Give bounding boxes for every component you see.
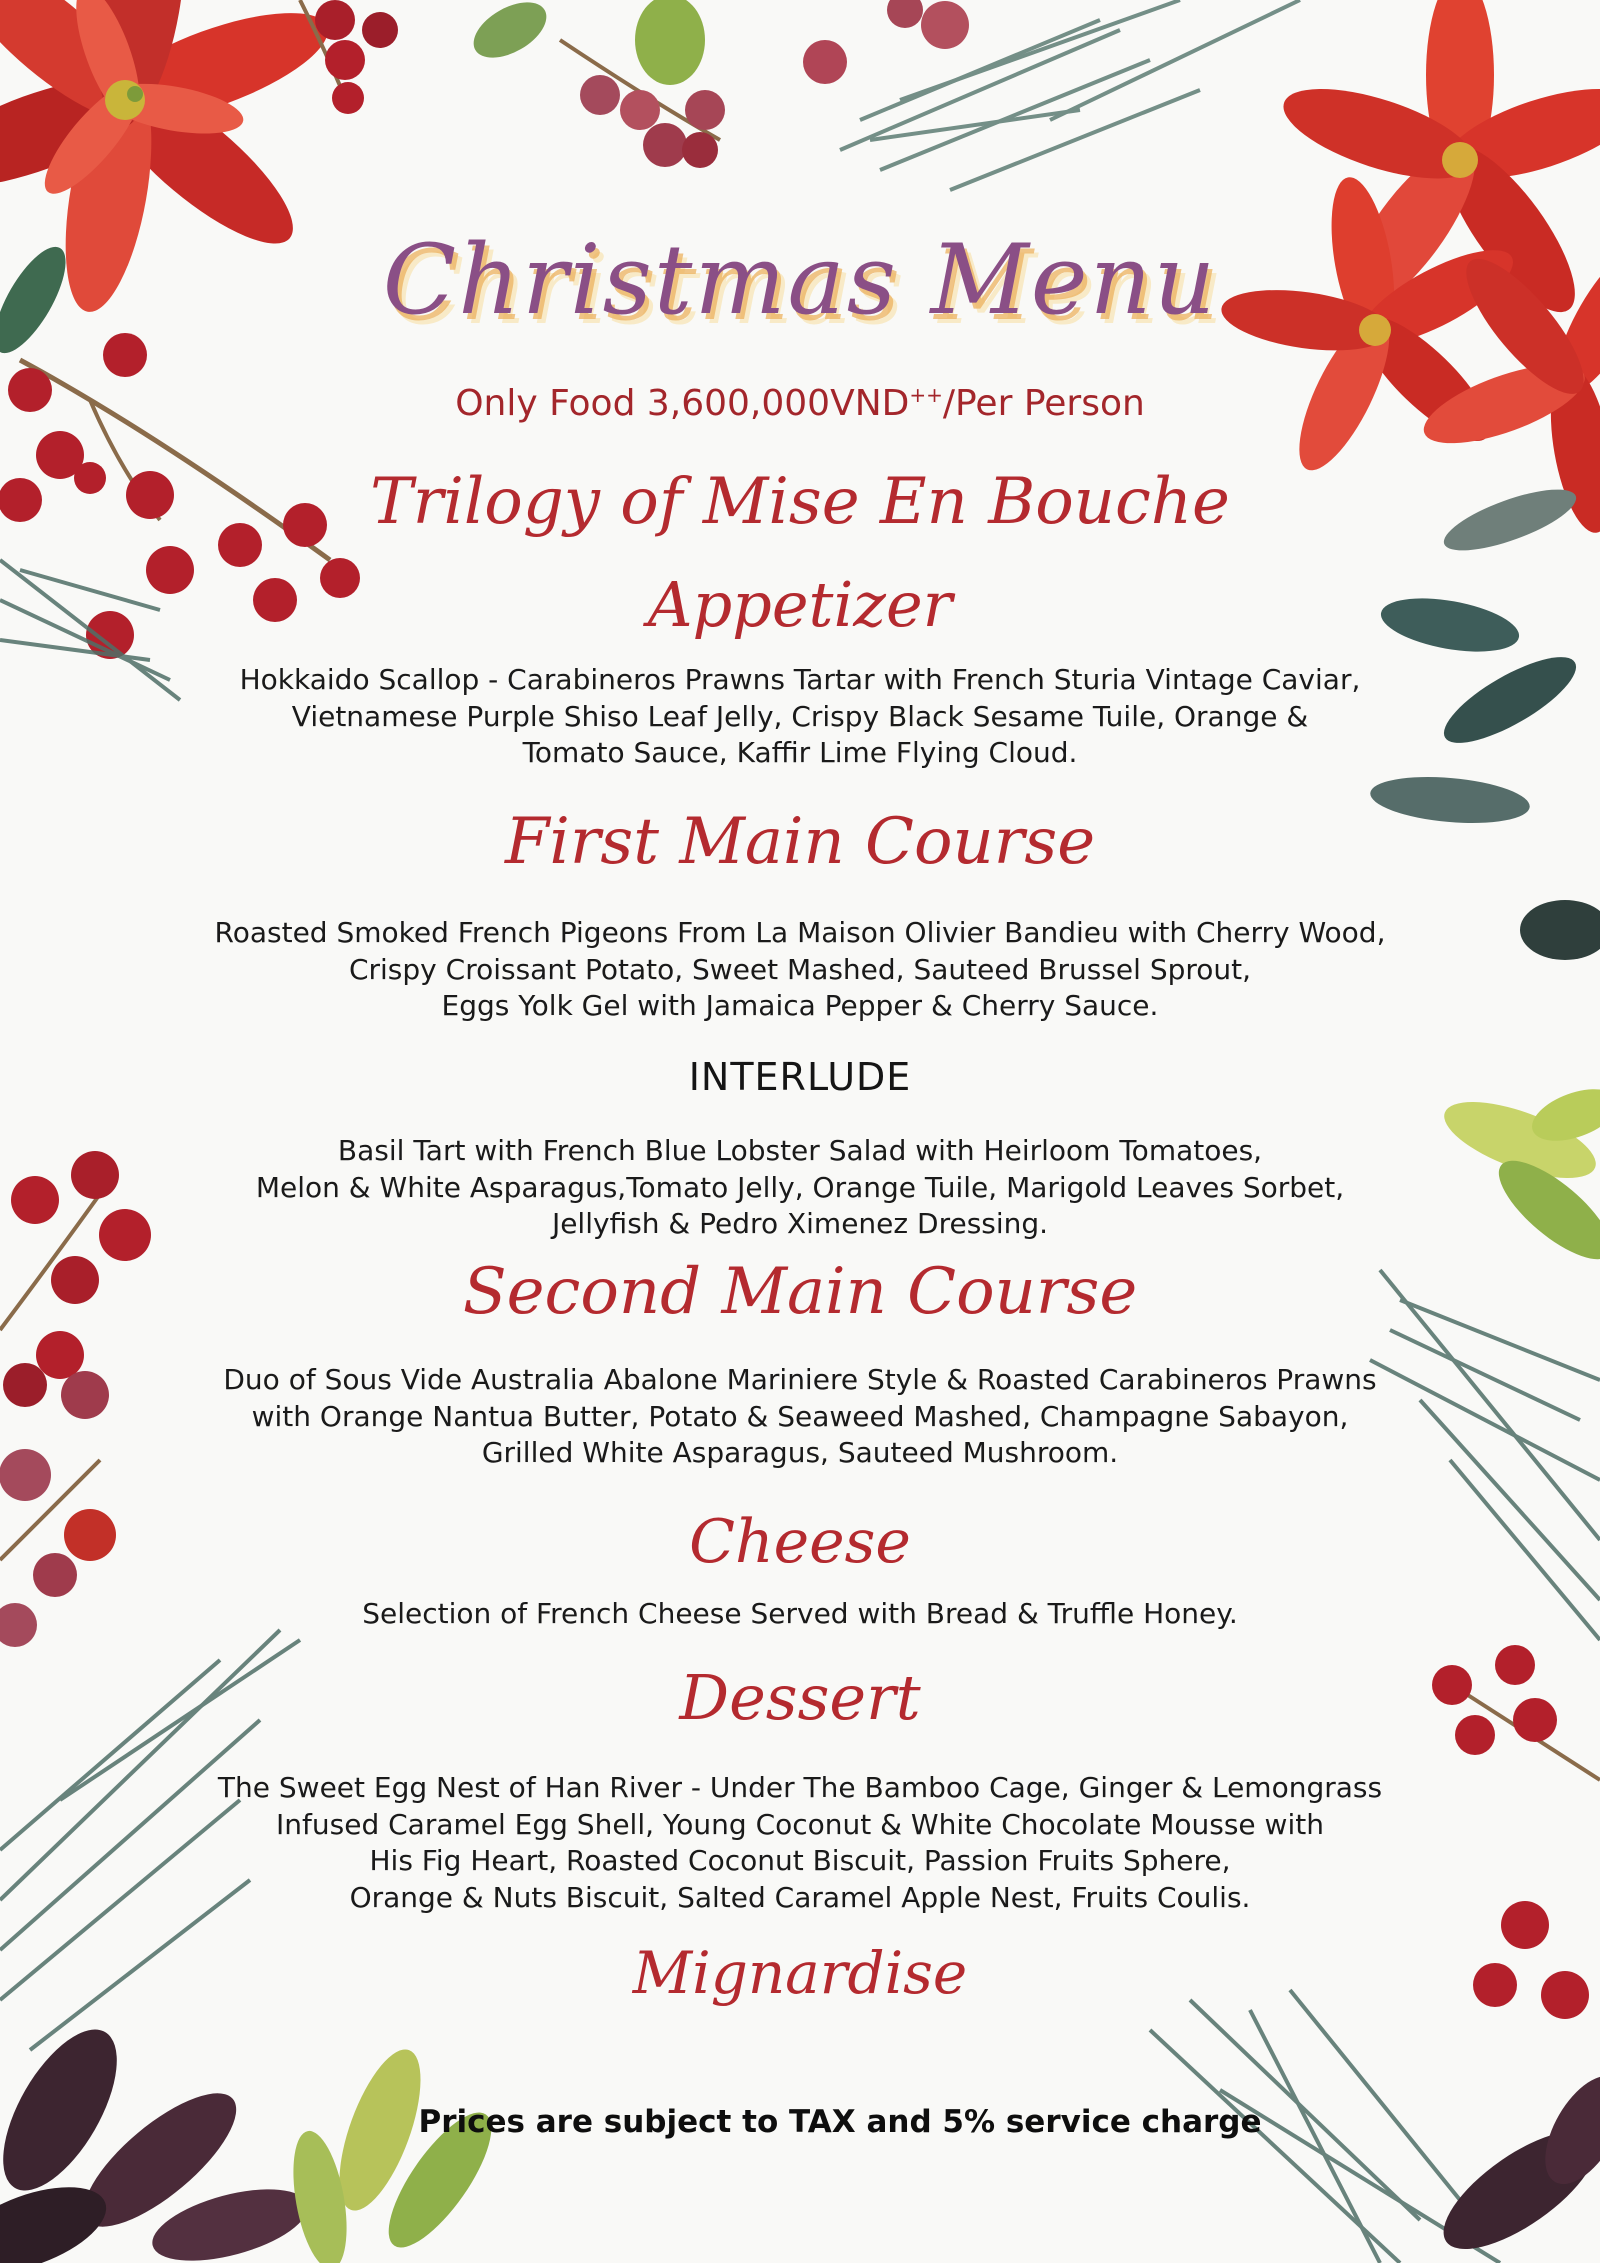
appetizer-line: Hokkaido Scallop - Carabineros Prawns Tartar with French Sturia Vintage Caviar, (239, 663, 1361, 696)
appetizer-description (200, 662, 1400, 772)
second-main-line: with Orange Nantua Butter, Potato & Seaweed Mashed, Champagne Sabayon, (251, 1399, 1349, 1433)
dessert-line: Infused Caramel Egg Shell, Young Coconut & White Chocolate Mousse with (276, 1807, 1324, 1841)
second-main-line: Duo of Sous Vide Australia Abalone Mariniere Style & Roasted Carabineros Prawns (223, 1363, 1377, 1396)
first-main-line: Crispy Croissant Potato, Sweet Mashed, Sauteed Brussel Sprout, (348, 952, 1252, 986)
interlude-description (200, 1133, 1400, 1243)
dessert-line: Orange & Nuts Biscuit, Salted Caramel Apple Nest, Fruits Coulis. (349, 1880, 1251, 1914)
first-main-course-heading: First Main Course (504, 805, 1096, 879)
appetizer-heading: Appetizer (647, 568, 953, 641)
first-main-line: Eggs Yolk Gel with Jamaica Pepper & Cherry Sauce. (441, 989, 1159, 1022)
second-main-line: Grilled White Asparagus, Sauteed Mushroom. (481, 1436, 1119, 1469)
appetizer-line: Vietnamese Purple Shiso Leaf Jelly, Crispy Black Sesame Tuile, Orange & (291, 699, 1309, 733)
menu-title: Christmas Menu (382, 224, 1218, 336)
price-text: Only Food 3,600,000VND (455, 383, 910, 424)
trilogy-heading: Trilogy of Mise En Bouche (370, 465, 1230, 539)
cheese-line: Selection of French Cheese Served with Bread & Truffle Honey. (362, 1597, 1238, 1630)
dessert-line: His Fig Heart, Roasted Coconut Biscuit, Passion Fruits Sphere, (369, 1844, 1231, 1877)
tax-footer-note: Prices are subject to TAX and 5% service charge (418, 2104, 1262, 2140)
price-suffix: /Per Person (942, 383, 1145, 424)
dessert-line: The Sweet Egg Nest of Han River - Under The Bamboo Cage, Ginger & Lemongrass (217, 1771, 1383, 1804)
interlude-line: Jellyfish & Pedro Ximenez Dressing. (551, 1207, 1049, 1240)
interlude-heading: INTERLUDE (688, 1055, 912, 1099)
mignardise-heading: Mignardise (632, 1939, 968, 2007)
first-main-line: Roasted Smoked French Pigeons From La Maison Olivier Bandieu with Cherry Wood, (214, 916, 1386, 949)
dessert-description (200, 1770, 1400, 1916)
interlude-line: Basil Tart with French Blue Lobster Salad with Heirloom Tomatoes, (337, 1134, 1263, 1167)
cheese-heading: Cheese (689, 1507, 911, 1577)
interlude-line: Melon & White Asparagus,Tomato Jelly, Orange Tuile, Marigold Leaves Sorbet, (255, 1170, 1345, 1204)
price-sup: ++ (909, 383, 943, 407)
first-main-course-description (200, 915, 1400, 1025)
cheese-description (200, 1596, 1400, 1633)
second-main-course-description (200, 1362, 1400, 1472)
price-line (200, 370, 1400, 429)
appetizer-line: Tomato Sauce, Kaffir Lime Flying Cloud. (522, 736, 1078, 769)
dessert-heading: Dessert (679, 1661, 921, 1734)
second-main-course-heading: Second Main Course (462, 1255, 1138, 1329)
